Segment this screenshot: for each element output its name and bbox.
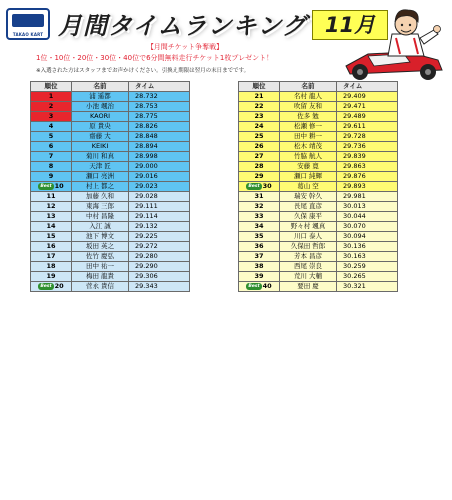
name-cell: KAORI [72, 112, 129, 122]
name-cell: 川口 泰人 [280, 232, 337, 242]
rank-number: 29 [254, 172, 264, 180]
name-cell: 入江 誠 [72, 222, 129, 232]
rank-cell [31, 102, 72, 112]
rank-number: 30 [262, 182, 272, 190]
table-row [31, 212, 190, 222]
name-cell: 田中 祐一 [72, 262, 129, 272]
name-cell: 野々村 颯真 [280, 222, 337, 232]
rank-number: 27 [254, 152, 264, 160]
rank-number: 15 [46, 232, 56, 240]
name-cell: 梅田 龍貴 [72, 272, 129, 282]
rank-number: 36 [254, 242, 264, 250]
rank-number: 6 [48, 142, 54, 150]
time-cell: 30.136 [337, 242, 398, 252]
time-cell: 28.775 [129, 112, 190, 122]
rank-number: 40 [262, 282, 272, 290]
rank-cell [31, 132, 72, 142]
rank-cell [239, 202, 280, 212]
time-cell: 28.894 [129, 142, 190, 152]
rank-number: 2 [48, 102, 54, 110]
rank-cell [31, 262, 72, 272]
header-name: 名前 [72, 82, 129, 92]
table-row [31, 132, 190, 142]
rank-number: 17 [46, 252, 56, 260]
rank-number: 9 [48, 172, 54, 180]
takao-kart-logo [6, 8, 50, 40]
month-badge: 11月 [312, 10, 388, 40]
table-row [239, 242, 398, 252]
table-row [31, 112, 190, 122]
time-cell: 28.753 [129, 102, 190, 112]
time-cell: 30.163 [337, 252, 398, 262]
time-cell: 28.998 [129, 152, 190, 162]
rank-number: 1 [48, 92, 54, 100]
rank-cell [239, 142, 280, 152]
header-rank: 順位 [239, 82, 280, 92]
table-row [31, 262, 190, 272]
header-time: タイム [129, 82, 190, 92]
table-row [239, 262, 398, 272]
name-cell: 要田 慶 [280, 282, 337, 292]
prize-text: 1位・10位・20位・30位・40位で6分間無料走行チケット1枚プレゼント！ [36, 54, 274, 62]
time-cell: 29.280 [129, 252, 190, 262]
time-cell: 30.094 [337, 232, 398, 242]
page-title: 月間タイムランキング [58, 12, 307, 40]
rank-cell [31, 282, 72, 292]
best-badge: Best [248, 183, 260, 189]
table-row [31, 162, 190, 172]
rank-number: 22 [254, 102, 264, 110]
table-header-row [31, 82, 190, 92]
table-row [239, 192, 398, 202]
name-cell: 安藤 寛 [280, 162, 337, 172]
rank-number: 19 [46, 272, 56, 280]
rank-number: 37 [254, 252, 264, 260]
rank-cell [31, 122, 72, 132]
table-row [239, 202, 398, 212]
rank-cell [31, 272, 72, 282]
name-cell: 瀬口 亮洲 [72, 172, 129, 182]
name-cell: 東海 三郎 [72, 202, 129, 212]
table-row [31, 102, 190, 112]
rank-cell [239, 152, 280, 162]
time-cell: 29.409 [337, 92, 398, 102]
rank-cell [239, 172, 280, 182]
name-cell: 齋藤 大 [72, 132, 129, 142]
rank-cell [31, 162, 72, 172]
name-cell: 村上 都之 [72, 182, 129, 192]
rank-number: 28 [254, 162, 264, 170]
rank-cell [31, 212, 72, 222]
best-badge: Best [40, 183, 52, 189]
rank-cell [239, 282, 280, 292]
name-cell: 久保 康平 [280, 212, 337, 222]
time-cell: 29.132 [129, 222, 190, 232]
rank-cell [239, 182, 280, 192]
name-cell: 名村 龍人 [280, 92, 337, 102]
rank-number: 5 [48, 132, 54, 140]
name-cell: 浦 遥都 [72, 92, 129, 102]
table-row [31, 282, 190, 292]
table-row [239, 282, 398, 292]
rank-cell [31, 92, 72, 102]
redeem-note: ※入選された方はスタッフまでお声かけください。引換え期限は翌月の末日までです。 [36, 68, 250, 74]
rank-number: 7 [48, 152, 54, 160]
time-cell: 29.306 [129, 272, 190, 282]
table-row [31, 202, 190, 212]
time-cell: 30.013 [337, 202, 398, 212]
rank-cell [239, 262, 280, 272]
name-cell: 松瀬 修一 [280, 122, 337, 132]
table-row [239, 112, 398, 122]
rank-cell [31, 182, 72, 192]
rank-cell [239, 122, 280, 132]
table-row [31, 272, 190, 282]
rank-cell [31, 152, 72, 162]
rank-cell [31, 172, 72, 182]
name-cell: 原 貴央 [72, 122, 129, 132]
table-row [31, 232, 190, 242]
name-cell: 坂田 英之 [72, 242, 129, 252]
rank-number: 14 [46, 222, 56, 230]
time-cell: 29.225 [129, 232, 190, 242]
rank-cell [239, 162, 280, 172]
rank-cell [31, 252, 72, 262]
rank-cell [239, 212, 280, 222]
table-row [31, 192, 190, 202]
rank-number: 23 [254, 112, 264, 120]
rank-number: 11 [46, 192, 56, 200]
rank-cell [31, 192, 72, 202]
table-row [239, 212, 398, 222]
time-cell: 30.265 [337, 272, 398, 282]
table-row [31, 142, 190, 152]
logo-brand-text: TAKAO KART [12, 32, 44, 37]
name-cell: 芳本 昌彦 [280, 252, 337, 262]
time-cell: 29.343 [129, 282, 190, 292]
name-cell: 吹留 友和 [280, 102, 337, 112]
time-cell: 28.732 [129, 92, 190, 102]
time-cell: 28.826 [129, 122, 190, 132]
rank-cell [31, 202, 72, 212]
name-cell: KEIKI [72, 142, 129, 152]
name-cell: 長尾 直彦 [280, 202, 337, 212]
table-row [31, 222, 190, 232]
name-cell: 天津 匠 [72, 162, 129, 172]
rank-cell [31, 142, 72, 152]
name-cell: 加藤 久和 [72, 192, 129, 202]
best-badge: Best [40, 283, 52, 289]
table-row [239, 252, 398, 262]
name-cell: 佐多 勉 [280, 112, 337, 122]
rank-cell [239, 132, 280, 142]
rank-cell [239, 112, 280, 122]
rank-number: 39 [254, 272, 264, 280]
table-row [31, 92, 190, 102]
table-header-row [239, 82, 398, 92]
rank-number: 32 [254, 202, 264, 210]
name-cell: 菅永 貴信 [72, 282, 129, 292]
table-row [239, 232, 398, 242]
rank-number: 18 [46, 262, 56, 270]
rank-number: 3 [48, 112, 54, 120]
table-row [239, 272, 398, 282]
notice-heading: 【月間チケット争奪戦】 [146, 43, 224, 51]
time-cell: 29.016 [129, 172, 190, 182]
time-cell: 30.044 [337, 212, 398, 222]
time-cell: 29.272 [129, 242, 190, 252]
time-cell: 28.848 [129, 132, 190, 142]
time-cell: 29.893 [337, 182, 398, 192]
table-row [239, 162, 398, 172]
time-cell: 29.736 [337, 142, 398, 152]
time-cell: 29.111 [129, 202, 190, 212]
table-row [31, 122, 190, 132]
time-cell: 29.981 [337, 192, 398, 202]
rank-number: 10 [54, 182, 64, 190]
rank-number: 34 [254, 222, 264, 230]
rank-cell [239, 102, 280, 112]
rank-cell [239, 222, 280, 232]
name-cell: 小池 颯治 [72, 102, 129, 112]
logo-mark [12, 14, 44, 27]
rank-number: 21 [254, 92, 264, 100]
time-cell: 29.728 [337, 132, 398, 142]
table-row [31, 152, 190, 162]
name-cell: 松木 靖茂 [280, 142, 337, 152]
table-row [239, 222, 398, 232]
time-cell: 30.321 [337, 282, 398, 292]
rank-cell [239, 192, 280, 202]
name-cell: 葛山 空 [280, 182, 337, 192]
rank-number: 20 [54, 282, 64, 290]
rank-number: 12 [46, 202, 56, 210]
rank-number: 24 [254, 122, 264, 130]
rank-cell [239, 232, 280, 242]
ranking-table-1-20 [30, 81, 190, 292]
time-cell: 29.863 [337, 162, 398, 172]
header-rank: 順位 [31, 82, 72, 92]
time-cell: 30.070 [337, 222, 398, 232]
time-cell: 29.611 [337, 122, 398, 132]
rank-number: 26 [254, 142, 264, 150]
time-cell: 29.114 [129, 212, 190, 222]
rank-cell [31, 112, 72, 122]
rank-number: 25 [254, 132, 264, 140]
table-row [239, 132, 398, 142]
ranking-table-21-40 [238, 81, 398, 292]
table-row [31, 242, 190, 252]
name-cell: 田中 耕一 [280, 132, 337, 142]
rank-number: 35 [254, 232, 264, 240]
table-row [239, 122, 398, 132]
table-row [239, 172, 398, 182]
name-cell: 荒川 大輔 [280, 272, 337, 282]
time-cell: 29.023 [129, 182, 190, 192]
name-cell: 西尾 崇良 [280, 262, 337, 272]
time-cell: 29.290 [129, 262, 190, 272]
rank-number: 13 [46, 212, 56, 220]
table-row [31, 172, 190, 182]
table-row [239, 182, 398, 192]
header-time: タイム [337, 82, 398, 92]
table-row [239, 102, 398, 112]
name-cell: 瀬口 純輝 [280, 172, 337, 182]
name-cell: 菊川 和真 [72, 152, 129, 162]
rank-number: 31 [254, 192, 264, 200]
time-cell: 30.259 [337, 262, 398, 272]
header-name: 名前 [280, 82, 337, 92]
rank-cell [239, 242, 280, 252]
name-cell: 久保田 哲郎 [280, 242, 337, 252]
time-cell: 29.471 [337, 102, 398, 112]
table-row [31, 252, 190, 262]
rank-number: 16 [46, 242, 56, 250]
name-cell: 佐竹 慶弘 [72, 252, 129, 262]
name-cell: 池下 博文 [72, 232, 129, 242]
rank-cell [31, 232, 72, 242]
rank-number: 33 [254, 212, 264, 220]
table-row [239, 152, 398, 162]
time-cell: 29.839 [337, 152, 398, 162]
rank-cell [31, 242, 72, 252]
best-badge: Best [248, 283, 260, 289]
name-cell: 瑞安 幹久 [280, 192, 337, 202]
rank-cell [239, 252, 280, 262]
name-cell: 竹脇 航人 [280, 152, 337, 162]
rank-number: 4 [48, 122, 54, 130]
rank-cell [239, 92, 280, 102]
time-cell: 29.489 [337, 112, 398, 122]
name-cell: 中村 昌隆 [72, 212, 129, 222]
table-row [239, 92, 398, 102]
rank-cell [239, 272, 280, 282]
time-cell: 29.000 [129, 162, 190, 172]
time-cell: 29.876 [337, 172, 398, 182]
time-cell: 29.028 [129, 192, 190, 202]
rank-number: 8 [48, 162, 54, 170]
table-row [31, 182, 190, 192]
table-row [239, 142, 398, 152]
rank-cell [31, 222, 72, 232]
rank-number: 38 [254, 262, 264, 270]
